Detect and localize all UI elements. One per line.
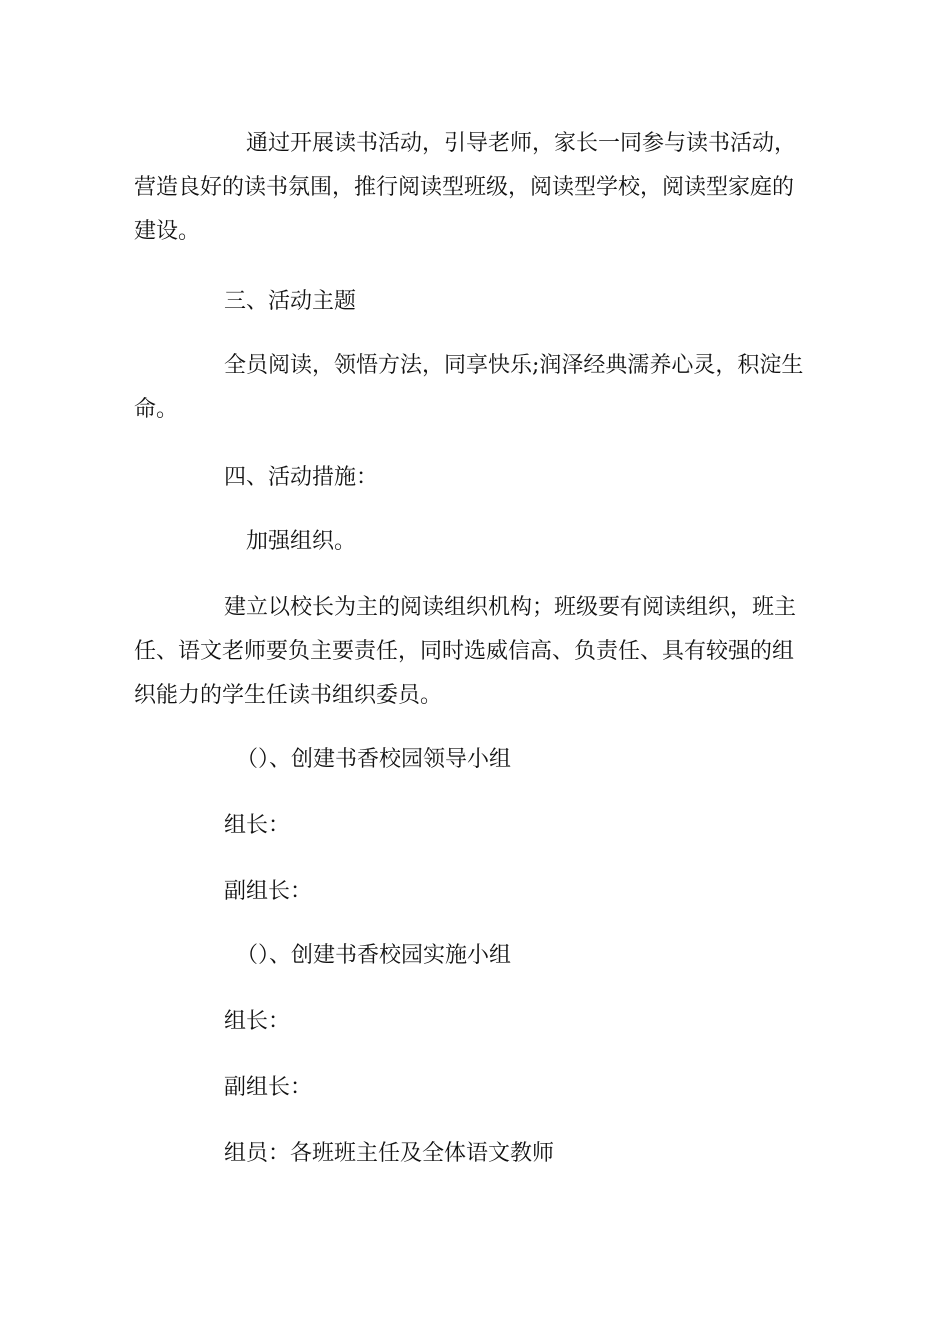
section-heading-measures: 四、活动措施：	[224, 465, 379, 490]
leadership-group-title: （）、创建书香校园领导小组	[236, 747, 512, 772]
implementation-group-title: （）、创建书香校园实施小组	[236, 943, 512, 968]
intro-paragraph: 通过开展读书活动，引导老师，家长一同参与读书活动，营造良好的读书氛围，推行阅读型班级，阅读型学校，阅读型家庭的建设。	[134, 131, 797, 244]
subheading-organization: 加强组织。	[246, 529, 357, 554]
organization-paragraph: 建立以校长为主的阅读组织机构；班级要有阅读组织，班主任、语文老师要负主要责任，同时选威信高、负责任、具有较强的组织能力的学生任读书组织委员。	[134, 595, 797, 708]
members-line: 组员：各班班主任及全体语文教师	[224, 1141, 555, 1166]
leader-label-2: 组长：	[224, 1009, 291, 1034]
leader-label-1: 组长：	[224, 813, 291, 838]
section-heading-theme: 三、活动主题	[224, 289, 357, 314]
deputy-leader-label-2: 副组长：	[224, 1075, 313, 1100]
deputy-leader-label-1: 副组长：	[224, 879, 313, 904]
theme-paragraph: 全员阅读，领悟方法，同享快乐;润泽经典濡养心灵，积淀生命。	[134, 353, 804, 422]
